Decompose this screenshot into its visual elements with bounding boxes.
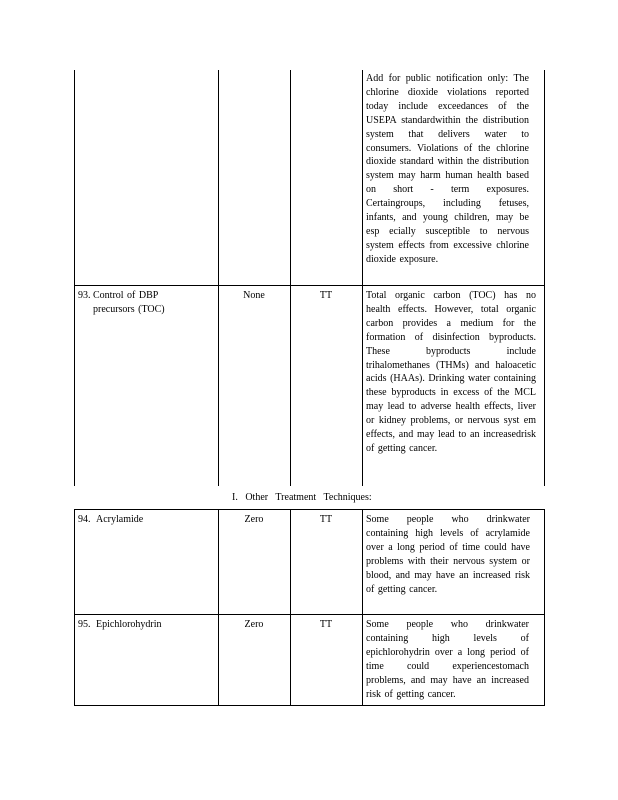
table-border <box>544 614 545 706</box>
mclg-value: Zero <box>244 619 264 630</box>
table-border <box>362 286 363 486</box>
mcl-value: TT <box>319 619 333 630</box>
table-border <box>290 70 291 286</box>
table-border <box>362 509 363 615</box>
table-border <box>74 614 545 615</box>
row-number: 95. <box>78 619 91 630</box>
table-border <box>74 705 545 706</box>
row-number: 94. <box>78 514 91 525</box>
health-effects-cell: Some people who drinkwater containing high levels of epichlorohydrin over a long period of time could experiencestomach problems, and may have an increased risk of getting cancer. <box>366 619 529 700</box>
contaminant-name: Acrylamide <box>96 514 144 525</box>
table-border <box>290 286 291 486</box>
table-border <box>218 70 219 286</box>
mclg-value: None <box>243 290 265 301</box>
section-heading: I. Other Treatment Techniques: <box>232 492 372 503</box>
mcl-value: TT <box>319 514 333 525</box>
row-number: 93. <box>78 290 91 301</box>
table-border <box>544 509 545 615</box>
table-border <box>74 509 545 510</box>
health-effects-cell: Some people who drinkwater containing high levels of acrylamide over a long period of time could have problems with their nervous system or blood, and may have an increased risk of getting cancer. <box>366 514 530 595</box>
table-border <box>362 614 363 706</box>
table-border <box>544 70 545 286</box>
table-border <box>218 286 219 486</box>
health-effects-cell: Add for public notification only: The chlorine dioxide violations reported today include exceedances of the USEPA standardwithin the distribution system that delivers water to consumers. Violations of the chlorine dioxide standard within the distribution system may harm human health based on short - term exposures. Certaingroups, including fetuses, infants, and young children, may be esp ecially susceptible to nervous system effects from excessive chlorine dioxide exposure. <box>366 73 529 265</box>
health-effects-cell: Total organic carbon (TOC) has no health effects. However, total organic carbon provides a medium for the formation of disinfection byproducts. These byproducts include trihalomethanes (THMs) and haloacetic acids (HAAs). Drinking water containing these byproducts in excess of the MCL may lead to adverse health effects, liver or kidney problems, or nervous syst em effects, and may lead to an increasedrisk of getting cancer. <box>366 290 536 454</box>
table-border <box>74 509 75 615</box>
table-border <box>74 286 75 486</box>
contaminant-name: Epichlorohydrin <box>96 619 162 630</box>
table-border <box>544 286 545 486</box>
table-border <box>74 285 545 286</box>
table-border <box>74 70 75 286</box>
mclg-value: Zero <box>244 514 264 525</box>
table-border <box>362 70 363 286</box>
contaminant-name: Control of DBP precursors (TOC) <box>93 290 165 315</box>
mcl-value: TT <box>319 290 333 301</box>
table-border <box>74 614 75 706</box>
